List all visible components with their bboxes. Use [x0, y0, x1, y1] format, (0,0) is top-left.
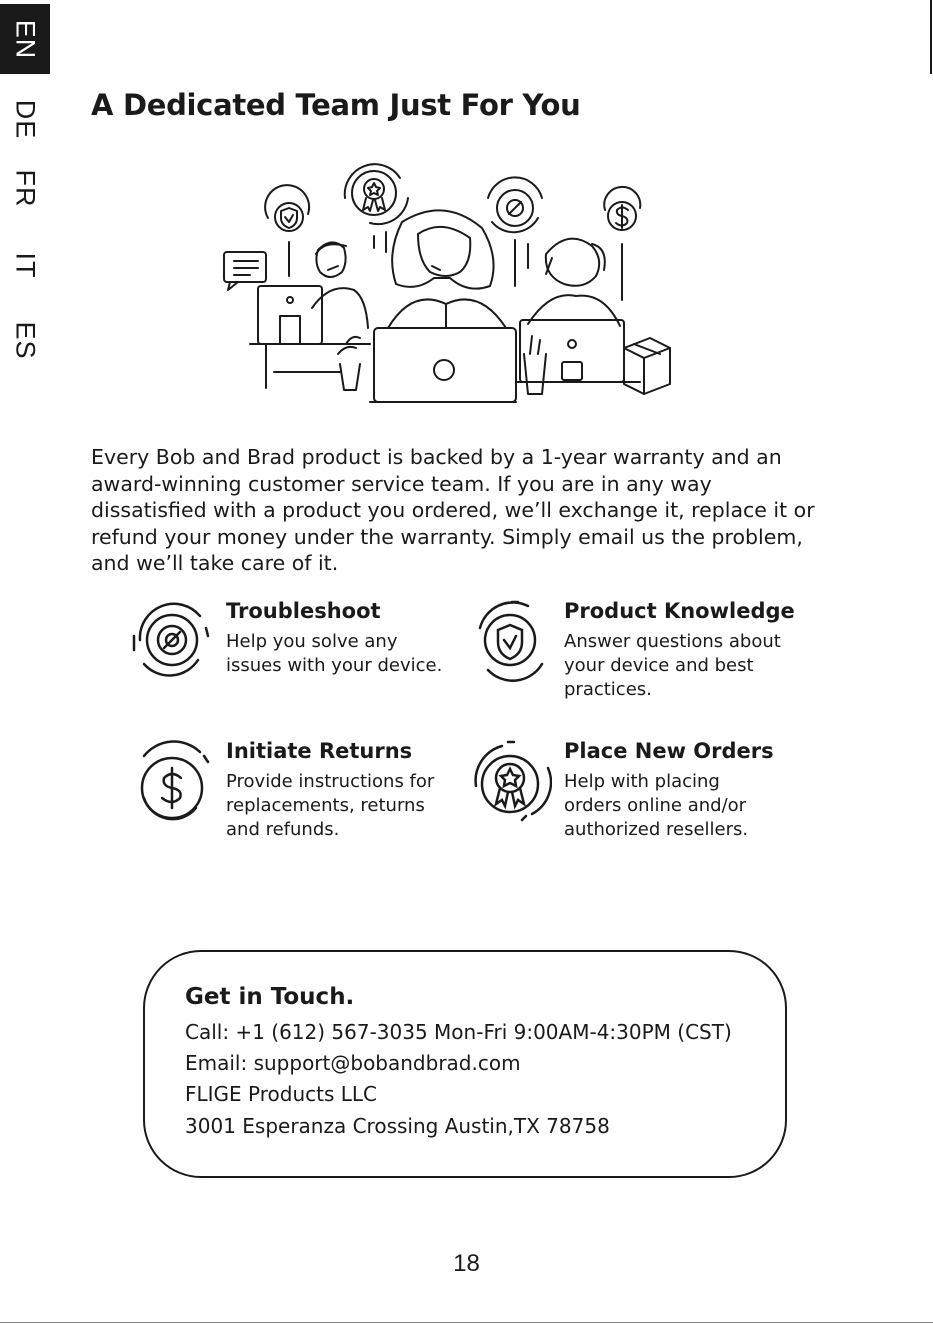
lang-tab-label: DE — [10, 99, 41, 139]
feature-line: Answer questions about — [564, 631, 781, 652]
feature-line: Provide instructions for — [226, 771, 435, 792]
feature-line: replacements, returns — [226, 795, 425, 816]
feature-text — [564, 738, 804, 842]
feature-description — [226, 770, 466, 842]
feature-description — [564, 770, 804, 842]
feature-title: Initiate Returns — [226, 739, 413, 763]
left-agent — [250, 242, 370, 390]
contact-heading: Get in Touch. — [185, 984, 355, 1010]
contact-company: FLIGE Products LLC — [185, 1082, 378, 1106]
feature-title: Product Knowledge — [564, 599, 795, 623]
chat-bubble-icon — [224, 252, 266, 290]
page-title: A Dedicated Team Just For You — [91, 88, 581, 122]
award-badge-icon — [468, 738, 552, 822]
shield-icon — [468, 598, 552, 682]
lang-tab-label: IT — [10, 252, 41, 278]
gear-wrench-icon — [130, 598, 214, 682]
shield-icon — [265, 185, 309, 276]
dollar-icon — [130, 738, 214, 822]
feature-line: issues with your device. — [226, 655, 443, 676]
contact-box — [143, 950, 787, 1178]
lang-tab-it[interactable] — [0, 230, 50, 300]
feature-line: authorized resellers. — [564, 819, 749, 840]
lang-tab-label: FR — [10, 169, 41, 207]
award-badge-icon — [345, 164, 408, 252]
lang-tab-en[interactable] — [0, 4, 50, 74]
feature-text — [226, 738, 466, 842]
feature-title: Troubleshoot — [226, 599, 381, 623]
feature-text — [226, 598, 466, 678]
contact-email[interactable]: Email: support@bobandbrad.com — [185, 1051, 521, 1075]
feature-description — [564, 630, 804, 702]
feature-description — [226, 630, 466, 678]
feature-line: Help with placing — [564, 771, 720, 792]
contact-address: 3001 Esperanza Crossing Austin,TX 78758 — [185, 1114, 610, 1138]
feature-title: Place New Orders — [564, 739, 774, 763]
contact-phone[interactable]: Call: +1 (612) 567-3035 Mon-Fri 9:00AM-4:30PM (CST) — [185, 1020, 732, 1044]
support-team-illustration — [220, 158, 675, 403]
lang-tab-label: ES — [10, 320, 41, 360]
lang-tab-fr[interactable] — [0, 153, 50, 223]
lang-tab-label: EN — [10, 19, 41, 59]
page-number: 18 — [453, 1250, 480, 1277]
feature-text — [564, 598, 804, 702]
feature-line: Help you solve any — [226, 631, 398, 652]
feature-line: practices. — [564, 679, 652, 700]
bottom-rule — [0, 1322, 933, 1323]
gear-wrench-icon — [488, 177, 542, 286]
dollar-icon — [604, 187, 640, 300]
lang-tab-es[interactable] — [0, 305, 50, 375]
center-agent — [370, 210, 516, 402]
package-box-icon — [624, 338, 670, 394]
feature-line: and refunds. — [226, 819, 340, 840]
lang-tab-de[interactable] — [0, 84, 50, 154]
feature-line: orders online and/or — [564, 795, 747, 816]
intro-paragraph: Every Bob and Brad product is backed by a 1-year warranty and an award-winning customer service team. If you are in any way dissatisfied with a product you ordered, we’ll exchange it, replace it or refund your money under the warranty. Simply email us the problem, and we’ll take care of it. — [91, 445, 815, 576]
top-right-rule — [930, 0, 932, 74]
feature-line: your device and best — [564, 655, 754, 676]
